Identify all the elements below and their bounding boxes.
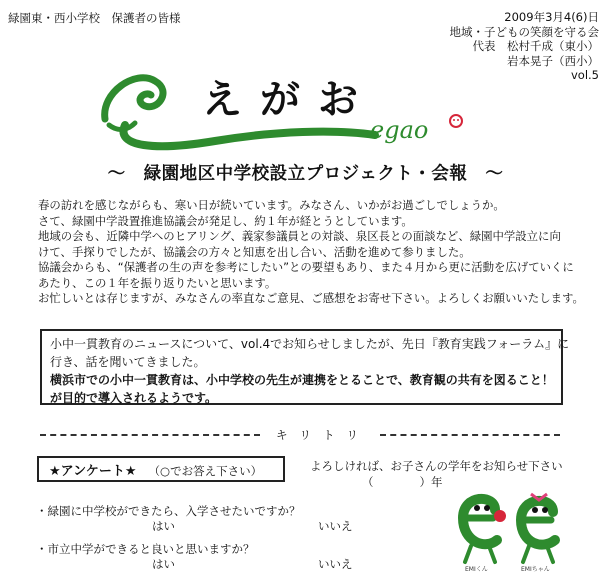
cut-dash-left xyxy=(40,434,260,436)
intro-line: 地域の会も、近隣中学へのヒアリング、義家参議員との対談、泉区長との面談など、緑園中学設立に向 xyxy=(38,229,561,243)
question-2-no-option[interactable]: いいえ xyxy=(318,557,353,571)
mascot-emi-chan xyxy=(513,488,568,572)
grade-prompt: よろしければ、お子さんの学年をお知らせ下さい xyxy=(310,459,563,473)
question-1-yes-option[interactable]: はい xyxy=(152,519,175,533)
cut-dash-right xyxy=(380,434,560,436)
intro-line: 協議会からも、“保護者の生の声を参考にしたい”との要望もあり、また４月から更に活動を広げていくに xyxy=(38,260,574,274)
question-2-yes-option[interactable]: はい xyxy=(152,557,175,571)
news-line: が目的で導入されるようです。 xyxy=(50,391,218,405)
intro-text xyxy=(38,198,598,307)
cut-line xyxy=(40,427,560,441)
news-line: 行き、話を聞いてきました。 xyxy=(50,355,206,369)
volume: vol.5 xyxy=(570,68,599,82)
news-line: 小中一貫教育のニュースについて、vol.4でお知らせしましたが、先日『教育実践フォーラム』に xyxy=(50,337,570,351)
news-line: 横浜市での小中一貫教育は、小中学校の先生が連携をとることで、教育観の共有を図ること！ xyxy=(50,373,554,387)
question-2: ・市立中学ができると良いと思いますか？ xyxy=(36,542,255,556)
intro-line: お忙しいとは存じますが、みなさんの率直なご意見、ご感想をお寄せ下さい。よろしくお願いいたします。 xyxy=(38,291,584,305)
cut-label: キリトリ xyxy=(272,427,374,443)
news-box xyxy=(40,329,570,405)
intro-line: さて、緑園中学設置推進協議会が発足し、約１年が経とうとしています。 xyxy=(38,213,413,228)
mascot-emi-kun xyxy=(455,488,510,572)
representative-1: 代表 松村千成（東小） xyxy=(472,39,599,53)
intro-line: あたり、この１年を振り返りたいと思います。 xyxy=(38,275,277,290)
mascot-label: EMIくん xyxy=(465,566,488,573)
organization: 地域・子どもの笑顔を守る会 xyxy=(449,24,599,39)
logo-wordmark: egao xyxy=(370,116,429,144)
subtitle: ～ 緑園地区中学校設立プロジェクト・会報 ～ xyxy=(107,164,504,184)
survey-note: （○でお答え下さい） xyxy=(148,464,263,478)
grade-field[interactable]: （ ）年 xyxy=(362,475,443,489)
green-e-mascot-red-icon xyxy=(455,488,510,568)
survey-title: ★アンケート★ xyxy=(49,464,137,479)
intro-line: けて、手探りでしたが、協議会の方々と知恵を出し合い、活動を進めて参りました。 xyxy=(38,244,471,259)
green-e-mascot-pink-icon xyxy=(513,488,568,568)
question-1-no-option[interactable]: いいえ xyxy=(318,519,353,533)
date: 2009年3月4(6)日 xyxy=(504,10,599,24)
newsletter-title: えがお xyxy=(202,77,376,123)
survey-header xyxy=(37,456,285,482)
mascot-label: EMIちゃん xyxy=(521,566,550,573)
representative-2: 岩本晃子（西小） xyxy=(507,53,599,68)
question-1: ・緑園に中学校ができたら、入学させたいですか？ xyxy=(36,504,301,518)
addressee: 緑園東・西小学校 保護者の皆様 xyxy=(8,11,181,25)
intro-line: 春の訪れを感じながらも、寒い日が続いています。みなさん、いかがお過ごしでしょうか。 xyxy=(38,198,505,212)
